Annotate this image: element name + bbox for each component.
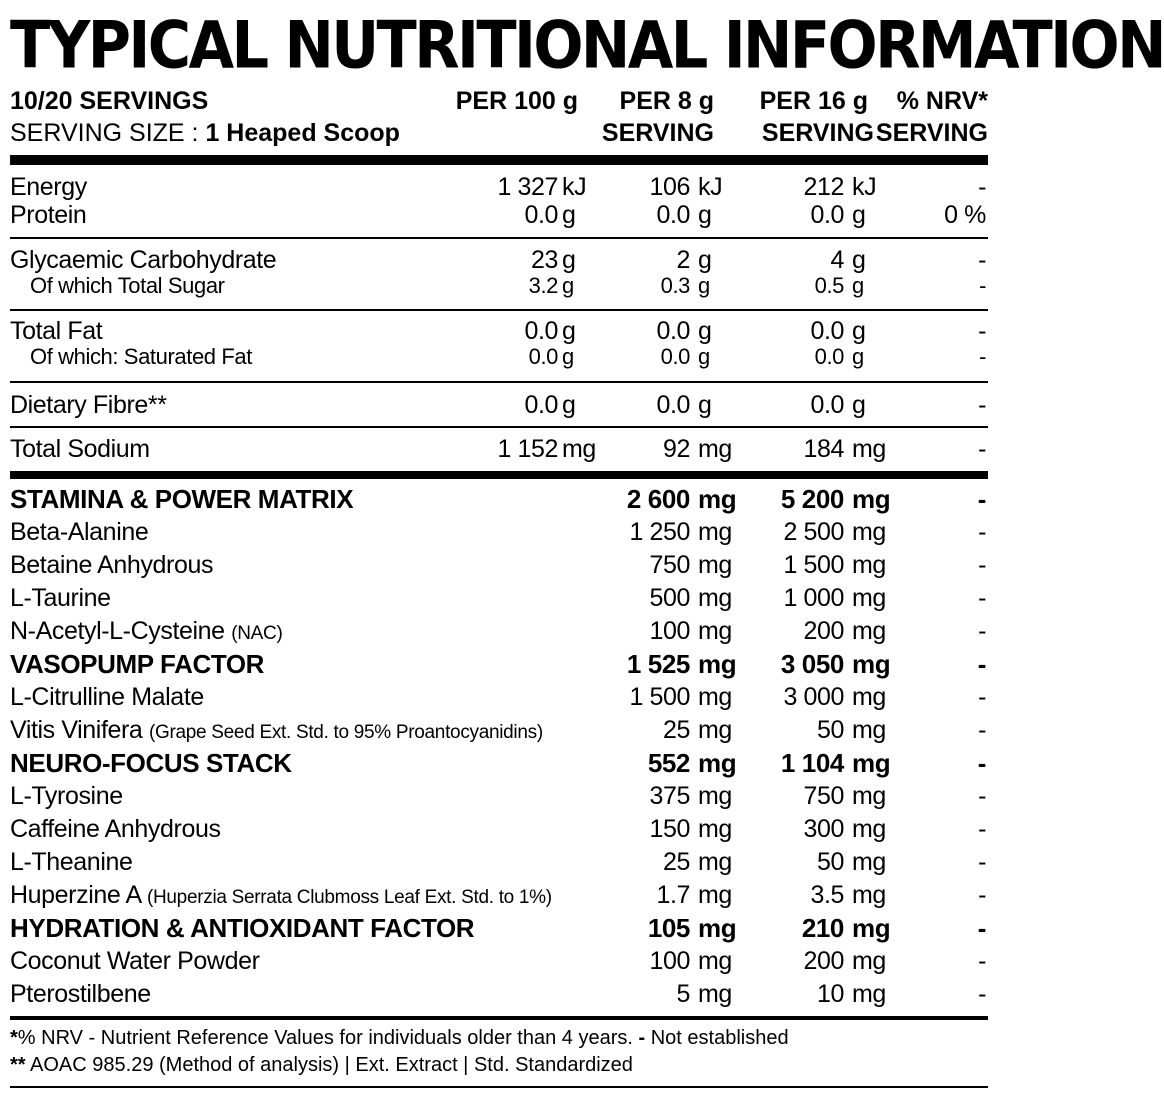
- ingredient-label: [10, 913, 474, 947]
- value-nrv: -: [978, 947, 986, 975]
- ingredient-row: [0, 616, 1000, 646]
- value-per-16g: 50: [816, 716, 844, 744]
- value-per-8g: 1 250: [629, 518, 690, 546]
- unit-per-16g: mg: [852, 716, 886, 744]
- serving-size-label: SERVING SIZE :: [10, 119, 206, 147]
- value-per-8g: 100: [649, 947, 690, 975]
- value-per-16g: 200: [803, 947, 844, 975]
- ingredient-name: L-Tyrosine: [10, 782, 123, 810]
- value-per-100g: 0.0: [524, 201, 558, 229]
- ingredient-label: [10, 847, 132, 880]
- unit-per-16g: mg: [852, 584, 886, 612]
- ingredient-row: [0, 847, 1000, 877]
- ingredient-label: [10, 946, 260, 979]
- value-nrv: -: [978, 683, 986, 711]
- section-divider: [10, 426, 988, 428]
- ingredient-name: Huperzine A: [10, 881, 147, 909]
- value-per-16g: 212: [803, 173, 844, 201]
- value-nrv: -: [978, 246, 986, 274]
- nutrition-row: [0, 342, 1000, 372]
- value-nrv: -: [978, 617, 986, 645]
- value-per-8g: 92: [662, 435, 690, 463]
- unit-per-8g: mg: [698, 484, 737, 514]
- unit-per-8g: kJ: [698, 173, 723, 201]
- value-nrv: 0 %: [944, 201, 986, 229]
- unit-per-16g: mg: [852, 980, 886, 1008]
- unit-per-16g: mg: [852, 913, 891, 943]
- value-per-100g: 23: [530, 246, 558, 274]
- col-per-16g-header: PER 16 g: [759, 87, 868, 115]
- ingredient-row: [0, 715, 1000, 745]
- unit-per-100g: kJ: [562, 173, 587, 201]
- value-per-8g: 105: [647, 913, 690, 943]
- value-per-100g: 0.0: [528, 344, 558, 369]
- unit-per-8g: mg: [698, 913, 737, 943]
- ingredient-note: (NAC): [231, 623, 283, 644]
- ingredient-row: [0, 583, 1000, 613]
- value-nrv: -: [979, 344, 986, 369]
- ingredient-row: [0, 781, 1000, 811]
- ingredient-label: [10, 715, 543, 748]
- value-nrv: -: [978, 881, 986, 909]
- value-per-8g: 2: [676, 246, 690, 274]
- unit-per-8g: g: [698, 391, 712, 419]
- value-per-100g: 0.0: [524, 391, 558, 419]
- value-per-16g: 2 500: [783, 518, 844, 546]
- unit-per-16g: mg: [852, 435, 886, 463]
- value-per-8g: 0.0: [656, 201, 690, 229]
- value-per-8g: 750: [649, 551, 690, 579]
- page-title: TYPICAL NUTRITIONAL INFORMATION: [10, 7, 1164, 84]
- value-per-16g: 184: [803, 435, 844, 463]
- value-per-16g: 0.0: [810, 201, 844, 229]
- value-nrv: -: [978, 317, 986, 345]
- nutrient-label: Of which: Saturated Fat: [30, 344, 252, 369]
- value-per-16g: 200: [803, 617, 844, 645]
- nutrient-label: Energy: [10, 173, 87, 201]
- ingredient-name: Pterostilbene: [10, 980, 151, 1008]
- value-per-100g: 1 152: [497, 435, 558, 463]
- value-nrv: -: [977, 649, 986, 679]
- ingredient-name: Beta-Alanine: [10, 518, 149, 546]
- value-per-8g: 0.3: [660, 273, 690, 298]
- ingredient-label: [10, 583, 111, 616]
- ingredient-row: [0, 814, 1000, 844]
- nutrition-row: [0, 172, 1000, 202]
- value-nrv: -: [978, 848, 986, 876]
- value-per-16g: 1 104: [780, 748, 844, 778]
- value-per-8g: 2 600: [626, 484, 690, 514]
- value-nrv: -: [978, 173, 986, 201]
- unit-per-8g: mg: [698, 551, 732, 579]
- nutrition-row: [0, 434, 1000, 464]
- serving-size: [10, 118, 400, 148]
- value-per-8g: 1 500: [629, 683, 690, 711]
- value-per-16g: 210: [801, 913, 844, 943]
- value-nrv: -: [978, 435, 986, 463]
- ingredient-section-row: [0, 649, 1000, 679]
- value-per-16g: 3 050: [780, 649, 844, 679]
- ingredient-name: L-Citrulline Malate: [10, 683, 204, 711]
- ingredient-label: [10, 781, 123, 814]
- value-nrv: -: [977, 484, 986, 514]
- value-nrv: -: [978, 551, 986, 579]
- bottom-rule: [10, 1086, 988, 1088]
- servings-count: 10/20 SERVINGS: [10, 87, 209, 115]
- ingredient-row: [0, 880, 1000, 910]
- nutrition-row: [0, 271, 1000, 301]
- unit-per-16g: mg: [852, 518, 886, 546]
- value-per-8g: 1.7: [656, 881, 690, 909]
- ingredient-section-row: [0, 484, 1000, 514]
- value-nrv: -: [977, 913, 986, 943]
- ingredient-name: NEURO-FOCUS STACK: [10, 748, 292, 778]
- unit-per-100g: g: [562, 246, 576, 274]
- col-per-100g-header: PER 100 g: [455, 87, 578, 115]
- unit-per-16g: kJ: [852, 173, 877, 201]
- unit-per-16g: mg: [852, 881, 886, 909]
- unit-per-16g: mg: [852, 683, 886, 711]
- footnote-mark: *: [10, 1027, 18, 1049]
- value-per-16g: 0.0: [810, 391, 844, 419]
- serving-size-value: 1 Heaped Scoop: [205, 119, 400, 147]
- footnote-text: AOAC 985.29 (Method of analysis) | Ext. Extract | Std. Standardized: [25, 1054, 633, 1076]
- ingredient-name: Betaine Anhydrous: [10, 551, 214, 579]
- col-per-8g-header: PER 8 g: [619, 87, 714, 115]
- unit-per-100g: mg: [562, 435, 596, 463]
- value-nrv: -: [978, 815, 986, 843]
- unit-per-16g: g: [852, 201, 866, 229]
- section-divider: [10, 309, 988, 311]
- value-per-8g: 0.0: [660, 344, 690, 369]
- value-per-8g: 150: [649, 815, 690, 843]
- ingredient-label: [10, 550, 213, 583]
- unit-per-16g: mg: [852, 748, 891, 778]
- unit-per-16g: g: [852, 344, 864, 369]
- ingredient-name: VASOPUMP FACTOR: [10, 649, 265, 679]
- nutrition-row: [0, 200, 1000, 230]
- value-nrv: -: [978, 782, 986, 810]
- unit-per-16g: g: [852, 273, 864, 298]
- unit-per-8g: mg: [698, 815, 732, 843]
- ingredient-label: [10, 748, 292, 782]
- ingredient-label: [10, 682, 204, 715]
- unit-per-8g: mg: [698, 617, 732, 645]
- value-per-8g: 25: [662, 848, 690, 876]
- ingredient-name: Caffeine Anhydrous: [10, 815, 221, 843]
- ingredient-name: L-Theanine: [10, 848, 133, 876]
- ingredient-section-row: [0, 913, 1000, 943]
- value-nrv: -: [978, 518, 986, 546]
- unit-per-16g: g: [852, 391, 866, 419]
- nutrient-label: Protein: [10, 201, 87, 229]
- value-per-8g: 500: [649, 584, 690, 612]
- col-nrv-header: % NRV*: [896, 87, 988, 115]
- ingredient-label: [10, 616, 283, 649]
- footnote-mark: **: [10, 1054, 26, 1076]
- unit-per-8g: g: [698, 201, 712, 229]
- unit-per-100g: g: [562, 391, 576, 419]
- col-nrv-header-sub: SERVING: [875, 119, 988, 147]
- value-nrv: -: [978, 980, 986, 1008]
- unit-per-8g: g: [698, 344, 710, 369]
- nutrition-row: [0, 390, 1000, 420]
- unit-per-100g: g: [562, 273, 574, 298]
- unit-per-16g: mg: [852, 848, 886, 876]
- value-per-16g: 4: [830, 246, 844, 274]
- unit-per-16g: mg: [852, 815, 886, 843]
- value-per-8g: 1 525: [626, 649, 690, 679]
- nutrient-label: Total Fat: [10, 317, 103, 345]
- value-per-8g: 552: [647, 748, 690, 778]
- value-per-8g: 25: [662, 716, 690, 744]
- unit-per-8g: g: [698, 246, 712, 274]
- footnote-rule: [10, 1016, 988, 1020]
- ingredient-row: [0, 550, 1000, 580]
- ingredient-label: [10, 484, 353, 518]
- ingredient-name: Vitis Vinifera: [10, 716, 149, 744]
- value-nrv: -: [978, 716, 986, 744]
- value-nrv: -: [978, 391, 986, 419]
- footnote-dash: -: [638, 1027, 646, 1049]
- ingredient-row: [0, 682, 1000, 712]
- ingredient-name: Coconut Water Powder: [10, 947, 260, 975]
- value-per-8g: 5: [676, 980, 690, 1008]
- value-per-16g: 0.0: [810, 317, 844, 345]
- nutrient-label: Glycaemic Carbohydrate: [10, 246, 277, 274]
- unit-per-8g: g: [698, 317, 712, 345]
- unit-per-16g: mg: [852, 617, 886, 645]
- footnote-text: % NRV - Nutrient Reference Values for individuals older than 4 years.: [17, 1027, 639, 1049]
- nutrient-label: Dietary Fibre**: [10, 391, 167, 419]
- section-divider: [10, 381, 988, 383]
- value-per-100g: 3.2: [528, 273, 558, 298]
- unit-per-8g: mg: [698, 518, 732, 546]
- ingredient-label: [10, 979, 151, 1012]
- footnote-nrv: [10, 1026, 789, 1050]
- value-per-16g: 5 200: [780, 484, 844, 514]
- value-per-16g: 0.5: [814, 273, 844, 298]
- value-per-16g: 3 000: [783, 683, 844, 711]
- value-per-100g: 0.0: [524, 317, 558, 345]
- value-per-16g: 1 000: [783, 584, 844, 612]
- ingredient-section-row: [0, 748, 1000, 778]
- ingredient-name: HYDRATION & ANTIOXIDANT FACTOR: [10, 913, 475, 943]
- ingredient-label: [10, 814, 221, 847]
- unit-per-8g: mg: [698, 649, 737, 679]
- value-per-16g: 0.0: [814, 344, 844, 369]
- value-per-16g: 3.5: [810, 881, 844, 909]
- value-per-16g: 300: [803, 815, 844, 843]
- ingredient-label: [10, 649, 264, 683]
- unit-per-8g: g: [698, 273, 710, 298]
- value-per-100g: 1 327: [497, 173, 558, 201]
- value-per-16g: 750: [803, 782, 844, 810]
- ingredient-row: [0, 979, 1000, 1009]
- section-divider: [10, 237, 988, 239]
- unit-per-8g: mg: [698, 716, 732, 744]
- footnote-text-tail: Not established: [645, 1027, 789, 1049]
- value-per-8g: 0.0: [656, 317, 690, 345]
- unit-per-8g: mg: [698, 980, 732, 1008]
- value-per-8g: 0.0: [656, 391, 690, 419]
- ingredient-row: [0, 517, 1000, 547]
- unit-per-8g: mg: [698, 947, 732, 975]
- value-per-8g: 106: [649, 173, 690, 201]
- col-per-16g-header-sub: SERVING: [761, 119, 874, 147]
- ingredient-label: [10, 517, 148, 550]
- col-per-8g-header-sub: SERVING: [601, 119, 714, 147]
- value-per-8g: 375: [649, 782, 690, 810]
- ingredients-rule: [10, 471, 988, 479]
- value-per-16g: 50: [816, 848, 844, 876]
- value-per-16g: 1 500: [783, 551, 844, 579]
- nutrient-label: Total Sodium: [10, 435, 150, 463]
- unit-per-8g: mg: [698, 683, 732, 711]
- unit-per-100g: g: [562, 317, 576, 345]
- unit-per-16g: mg: [852, 782, 886, 810]
- unit-per-8g: mg: [698, 881, 732, 909]
- unit-per-100g: g: [562, 201, 576, 229]
- value-nrv: -: [979, 273, 986, 298]
- unit-per-16g: g: [852, 246, 866, 274]
- unit-per-100g: g: [562, 344, 574, 369]
- ingredient-note: (Huperzia Serrata Clubmoss Leaf Ext. Std. to 1%): [146, 887, 552, 908]
- unit-per-16g: mg: [852, 947, 886, 975]
- unit-per-16g: mg: [852, 484, 891, 514]
- unit-per-8g: mg: [698, 435, 732, 463]
- ingredient-note: (Grape Seed Ext. Std. to 95% Proantocyanidins): [148, 722, 543, 743]
- ingredient-name: N-Acetyl-L-Cysteine: [10, 617, 232, 645]
- ingredient-row: [0, 946, 1000, 976]
- unit-per-16g: mg: [852, 649, 891, 679]
- nutrient-label: Of which Total Sugar: [30, 273, 225, 298]
- value-per-8g: 100: [649, 617, 690, 645]
- ingredient-label: [10, 880, 552, 913]
- value-nrv: -: [977, 748, 986, 778]
- unit-per-8g: mg: [698, 748, 737, 778]
- header-rule: [10, 155, 988, 165]
- value-nrv: -: [978, 584, 986, 612]
- unit-per-16g: mg: [852, 551, 886, 579]
- unit-per-8g: mg: [698, 848, 732, 876]
- value-per-16g: 10: [816, 980, 844, 1008]
- unit-per-8g: mg: [698, 584, 732, 612]
- unit-per-8g: mg: [698, 782, 732, 810]
- footnote-method: [10, 1053, 633, 1077]
- ingredient-name: L-Taurine: [10, 584, 111, 612]
- unit-per-16g: g: [852, 317, 866, 345]
- ingredient-name: STAMINA & POWER MATRIX: [10, 484, 354, 514]
